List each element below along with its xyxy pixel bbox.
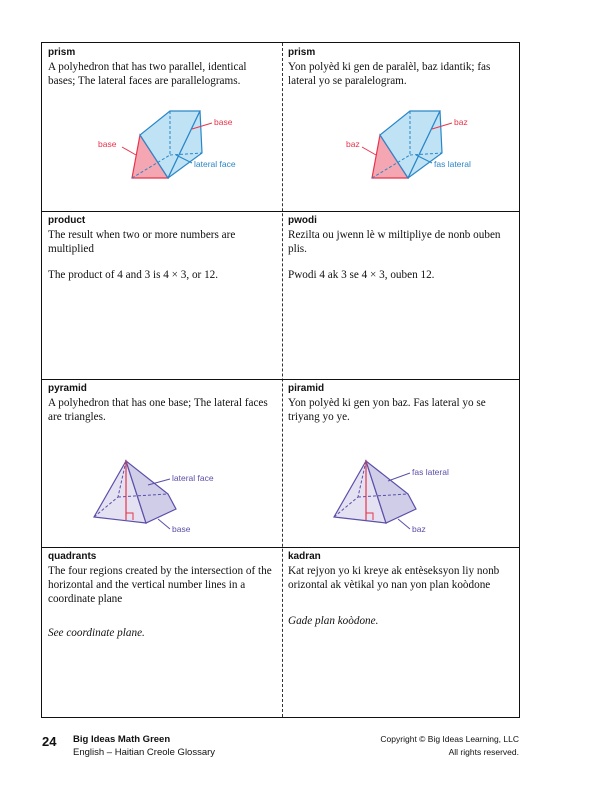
label-base-left: baz	[346, 139, 360, 149]
entry-term: pyramid	[48, 383, 87, 394]
entry-definition: The four regions created by the intersection of the horizontal and the vertical number lines in a coordinate plane	[48, 565, 272, 605]
entry-see-also: See coordinate plane.	[48, 627, 145, 639]
copyright: Copyright © Big Ideas Learning, LLC	[380, 734, 519, 744]
entry-term: kadran	[288, 551, 321, 562]
glossary-table	[41, 42, 520, 718]
entry-definition: The result when two or more numbers are multiplied	[48, 229, 236, 255]
glossary-subtitle: English – Haitian Creole Glossary	[73, 747, 216, 758]
entry-term: quadrants	[48, 551, 97, 562]
label-base-left: base	[98, 139, 117, 149]
label-base-top: base	[214, 117, 233, 127]
entry-term: pwodi	[288, 215, 317, 226]
prism-figure	[92, 103, 242, 183]
entry-see-also: Gade plan koòdone.	[288, 615, 379, 627]
lateral-pointer	[388, 473, 410, 481]
entry-term: prism	[48, 47, 76, 58]
entry-example: Pwodi 4 ak 3 se 4 × 3, ouben 12.	[288, 269, 435, 281]
entry-quadrants-ht	[282, 547, 519, 717]
entry-definition: A polyhedron that has one base; The lateral faces are triangles.	[48, 397, 268, 423]
entry-prism-en	[42, 43, 282, 211]
entry-example: The product of 4 and 3 is 4 × 3, or 12.	[48, 269, 219, 281]
base-pointer	[158, 519, 170, 529]
book-title: Big Ideas Math Green	[73, 734, 171, 745]
label-lateral-face: fas lateral	[434, 159, 471, 169]
entry-prism-ht	[282, 43, 519, 211]
entry-product-en	[42, 211, 282, 379]
label-base-top: baz	[454, 117, 468, 127]
entry-term: piramid	[288, 383, 325, 394]
entry-definition: Yon polyèd ki gen de paralèl, baz idantik; fas lateral yo se paralelogram.	[288, 61, 491, 87]
entry-term: prism	[288, 47, 316, 58]
page-number: 24	[42, 734, 57, 749]
entry-quadrants-en	[42, 547, 282, 717]
entry-definition: Rezilta ou jwenn lè w miltipliye de nonb ouben plis.	[288, 229, 501, 255]
entry-definition: Yon polyèd ki gen yon baz. Fas lateral yo se triyang yo ye.	[288, 397, 486, 423]
rights-reserved: All rights reserved.	[448, 747, 519, 757]
entry-pyramid-en	[42, 379, 282, 547]
label-lateral-face: fas lateral	[412, 467, 449, 477]
base-pointer	[362, 147, 376, 155]
entry-term: product	[48, 215, 86, 226]
prism-figure	[332, 103, 482, 183]
label-lateral-face: lateral face	[172, 473, 214, 483]
entry-definition: A polyhedron that has two parallel, identical bases; The lateral faces are parallelograms.	[48, 61, 247, 87]
base-pointer	[122, 147, 136, 155]
base-pointer	[398, 519, 410, 529]
label-base: baz	[412, 524, 426, 534]
entry-pyramid-ht	[282, 379, 519, 547]
entry-definition: Kat rejyon yo ki kreye ak entèseksyon liy nonb orizontal ak vètikal yo nan yon plan koòdone	[288, 565, 500, 591]
label-base: base	[172, 524, 191, 534]
pyramid-figure	[326, 439, 506, 539]
label-lateral-face: lateral face	[194, 159, 236, 169]
entry-product-ht	[282, 211, 519, 379]
pyramid-figure	[86, 439, 276, 539]
